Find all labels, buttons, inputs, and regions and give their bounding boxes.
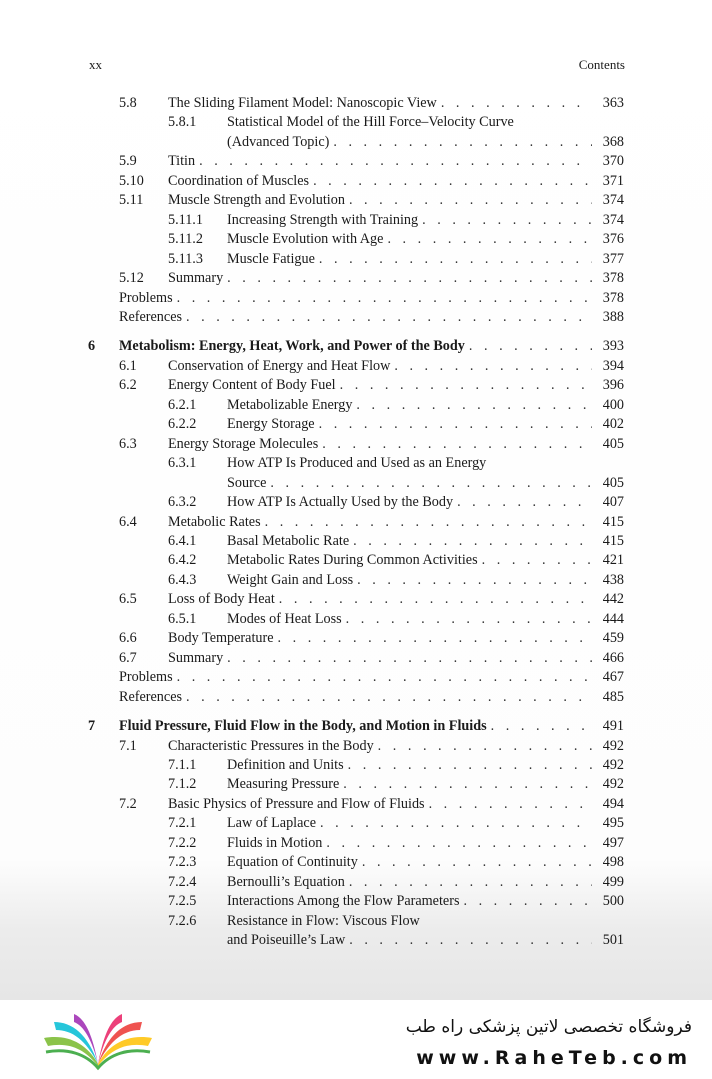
toc-number: 6.4.1: [168, 532, 197, 549]
toc-page-number: 374: [602, 211, 624, 228]
dot-leader: [177, 289, 592, 308]
dot-leader: [186, 308, 592, 327]
toc-title: Body Temperature: [168, 630, 274, 647]
toc-page-number: 371: [602, 172, 624, 189]
toc-title: (Advanced Topic): [227, 133, 330, 150]
toc-row[interactable]: [0, 834, 712, 853]
toc-title: The Sliding Filament Model: Nanoscopic View: [168, 95, 437, 111]
toc-row[interactable]: [0, 571, 712, 590]
toc-number: 6.5.1: [168, 610, 197, 627]
toc-number: 7.1.1: [168, 756, 197, 773]
dot-leader: [482, 551, 592, 570]
toc-page-number: 492: [602, 737, 624, 754]
dot-leader: [357, 571, 592, 590]
toc-title: Equation of Continuity: [227, 854, 358, 871]
toc-chapter-row[interactable]: [0, 337, 712, 356]
dot-leader: [322, 435, 592, 454]
toc-page-number: 492: [602, 756, 624, 773]
toc-title: Basal Metabolic Rate: [227, 532, 350, 549]
toc-page-number: 444: [602, 610, 624, 627]
toc-row[interactable]: [0, 289, 712, 308]
dot-leader: [353, 532, 592, 551]
toc-number: 7.2.6: [168, 912, 197, 929]
toc-page-number: 376: [602, 231, 624, 248]
toc-title: How ATP Is Actually Used by the Body: [227, 494, 454, 511]
toc-page-number: 500: [602, 893, 624, 910]
toc-row[interactable]: [0, 668, 712, 687]
dot-leader: [279, 590, 592, 609]
toc-number: 6.4.3: [168, 571, 197, 588]
dot-leader: [278, 629, 592, 648]
toc-chapter-row[interactable]: [0, 717, 712, 736]
dot-leader: [346, 610, 592, 629]
toc-page-number: 400: [602, 396, 624, 413]
dot-leader: [491, 717, 592, 736]
toc-row[interactable]: [0, 912, 712, 931]
dot-leader: [349, 873, 592, 892]
dot-leader: [319, 415, 592, 434]
toc-row[interactable]: [0, 756, 712, 775]
toc-row[interactable]: [0, 435, 712, 454]
toc-row[interactable]: [0, 688, 712, 707]
toc-row[interactable]: [0, 376, 712, 395]
toc-number: 5.8.1: [168, 114, 197, 131]
dot-leader: [227, 269, 592, 288]
toc-page-number: 363: [602, 95, 624, 111]
dot-leader: [457, 493, 592, 512]
toc-number: 5.9: [119, 153, 137, 170]
toc-row[interactable]: [0, 152, 712, 171]
toc-row[interactable]: [0, 308, 712, 327]
toc-number: 6.2.2: [168, 416, 197, 433]
dot-leader: [378, 737, 592, 756]
dot-leader: [270, 474, 592, 493]
dot-leader: [227, 649, 592, 668]
toc-number: 6.5: [119, 591, 137, 608]
toc-title: Summary: [168, 649, 224, 666]
toc-title: Problems: [119, 669, 173, 686]
toc-row[interactable]: [0, 113, 712, 132]
toc-title: Basic Physics of Pressure and Flow of Fluids: [168, 795, 425, 812]
toc-row[interactable]: [0, 415, 712, 434]
toc-row[interactable]: [0, 873, 712, 892]
dot-leader: [333, 133, 592, 152]
toc-title: Muscle Strength and Evolution: [168, 192, 345, 209]
toc-title: Resistance in Flow: Viscous Flow: [227, 912, 420, 929]
toc-page-number: 485: [602, 688, 624, 705]
toc-page-number: 438: [602, 571, 624, 588]
toc-page-number: 374: [602, 192, 624, 209]
dot-leader: [349, 931, 592, 950]
dot-leader: [326, 834, 592, 853]
toc-title: Problems: [119, 289, 173, 306]
dot-leader: [319, 250, 592, 269]
dot-leader: [429, 795, 592, 814]
toc-title: References: [119, 308, 183, 325]
toc-number: 5.11.1: [168, 211, 203, 228]
toc-title: Summary: [168, 270, 224, 287]
toc-page-number: 494: [602, 795, 624, 812]
toc-row[interactable]: [0, 357, 712, 376]
toc-row[interactable]: [0, 853, 712, 872]
toc-title: Modes of Heat Loss: [227, 610, 342, 627]
toc-title: Metabolic Rates During Common Activities: [227, 552, 478, 569]
toc-title: Metabolism: Energy, Heat, Work, and Power of the Body: [119, 338, 465, 355]
toc-number: 5.8: [119, 95, 137, 111]
dot-leader: [340, 376, 592, 395]
toc-title: Titin: [168, 153, 196, 170]
store-url[interactable]: www.RaheTeb.com: [416, 1047, 692, 1069]
toc-number: 7.1.2: [168, 776, 197, 793]
toc-title: and Poiseuille’s Law: [227, 932, 346, 948]
toc-number: 7.2.2: [168, 834, 197, 851]
toc-title: Interactions Among the Flow Parameters: [227, 893, 460, 910]
toc-page-number: 393: [602, 338, 624, 355]
toc-number: 5.11.3: [168, 250, 203, 267]
toc-title: How ATP Is Produced and Used as an Energy: [227, 455, 487, 472]
toc-row[interactable]: [0, 610, 712, 629]
toc-title: Metabolizable Energy: [227, 396, 353, 413]
toc-row[interactable]: [0, 191, 712, 210]
toc-number: 7: [88, 718, 96, 734]
toc-number: 7.1: [119, 737, 137, 754]
toc-number: 6.2.1: [168, 396, 197, 413]
toc-page-number: 459: [602, 630, 624, 647]
toc-title: Measuring Pressure: [227, 776, 340, 793]
toc-row[interactable]: [0, 795, 712, 814]
dot-leader: [469, 337, 592, 356]
toc-row[interactable]: [0, 250, 712, 269]
dot-leader: [348, 756, 592, 775]
store-name: فروشگاه تخصصی لاتین پزشکی راه طب: [405, 1017, 692, 1037]
toc-page-number: 405: [602, 474, 624, 491]
toc-number: 7.2.1: [168, 815, 197, 832]
toc-number: 6.4.2: [168, 552, 197, 569]
dot-leader: [177, 668, 592, 687]
toc-page-number: 402: [602, 416, 624, 433]
toc-number: 5.11: [119, 192, 144, 209]
toc-row[interactable]: [0, 814, 712, 833]
toc-number: 6.1: [119, 357, 137, 374]
toc-number: 6: [88, 338, 96, 355]
toc-title: Statistical Model of the Hill Force–Velocity Curve: [227, 114, 514, 131]
toc-page-number: 370: [602, 153, 624, 170]
toc-page-number: 377: [602, 250, 624, 267]
toc-title: Law of Laplace: [227, 815, 317, 832]
toc-row[interactable]: [0, 590, 712, 609]
toc-page-number: 466: [602, 649, 624, 666]
toc-number: 7.2.4: [168, 873, 197, 890]
toc-page-number: 495: [602, 815, 624, 832]
toc-title: Source: [227, 474, 267, 491]
toc-number: 7.2: [119, 795, 137, 812]
toc-number: 6.3.2: [168, 494, 197, 511]
toc-row[interactable]: [0, 892, 712, 911]
toc-row[interactable]: [0, 94, 712, 113]
toc-title: Conservation of Energy and Heat Flow: [168, 357, 391, 374]
toc-title: Energy Storage: [227, 416, 315, 433]
dot-leader: [441, 94, 592, 113]
toc-title: Definition and Units: [227, 756, 344, 773]
toc-row[interactable]: [0, 133, 712, 152]
dot-leader: [343, 775, 592, 794]
toc-title: Bernoulli’s Equation: [227, 873, 345, 890]
toc-title: Coordination of Muscles: [168, 172, 310, 189]
dot-leader: [394, 357, 592, 376]
toc-row[interactable]: [0, 629, 712, 648]
toc-number: 7.2.5: [168, 893, 197, 910]
toc-row[interactable]: [0, 931, 712, 950]
toc-page-number: 501: [602, 932, 624, 948]
page-number-roman: xx: [89, 57, 102, 72]
toc-row[interactable]: [0, 737, 712, 756]
toc-page-number: 467: [602, 669, 624, 686]
toc-page-number: 415: [602, 532, 624, 549]
toc-title: Weight Gain and Loss: [227, 571, 354, 588]
toc-page-number: 442: [602, 591, 624, 608]
toc-number: 5.12: [119, 270, 144, 287]
toc-row[interactable]: [0, 172, 712, 191]
toc-number: 5.11.2: [168, 231, 203, 248]
toc-row[interactable]: [0, 474, 712, 493]
toc-page-number: 415: [602, 513, 624, 530]
toc-row[interactable]: [0, 532, 712, 551]
toc-title: References: [119, 688, 183, 705]
toc-title: Fluid Pressure, Fluid Flow in the Body, and Motion in Fluids: [119, 718, 487, 734]
toc-number: 6.4: [119, 513, 137, 530]
toc-page-number: 491: [602, 718, 624, 734]
toc-page-number: 421: [602, 552, 624, 569]
toc-row[interactable]: [0, 493, 712, 512]
toc-title: Energy Content of Body Fuel: [168, 377, 336, 394]
toc-number: 6.6: [119, 630, 137, 647]
dot-leader: [313, 172, 592, 191]
dot-leader: [422, 211, 592, 230]
toc-page-number: 499: [602, 873, 624, 890]
toc-page-number: 394: [602, 357, 624, 374]
toc-number: 7.2.3: [168, 854, 197, 871]
book-rainbow-logo-icon: [38, 1012, 158, 1072]
toc-page-number: 497: [602, 834, 624, 851]
dot-leader: [265, 513, 592, 532]
toc-number: 6.3.1: [168, 455, 197, 472]
toc-number: 6.7: [119, 649, 137, 666]
toc-row[interactable]: [0, 551, 712, 570]
dot-leader: [349, 191, 592, 210]
toc-row[interactable]: [0, 649, 712, 668]
dot-leader: [387, 230, 592, 249]
watermark-footer: [0, 1000, 712, 1079]
toc-title: Characteristic Pressures in the Body: [168, 737, 374, 754]
toc-number: 6.3: [119, 435, 137, 452]
toc-title: Muscle Fatigue: [227, 250, 315, 267]
dot-leader: [320, 814, 592, 833]
toc-page-number: 405: [602, 435, 624, 452]
dot-leader: [186, 688, 592, 707]
toc-title: Energy Storage Molecules: [168, 435, 319, 452]
toc-row[interactable]: [0, 396, 712, 415]
toc-title: Loss of Body Heat: [168, 591, 275, 608]
dot-leader: [463, 892, 592, 911]
dot-leader: [199, 152, 592, 171]
toc-page-number: 378: [602, 289, 624, 306]
toc-page-number: 388: [602, 308, 624, 325]
toc-row[interactable]: [0, 269, 712, 288]
toc-number: 6.2: [119, 377, 137, 394]
toc-page-number: 407: [602, 494, 624, 511]
dot-leader: [356, 396, 592, 415]
toc-row[interactable]: [0, 775, 712, 794]
toc-row[interactable]: [0, 230, 712, 249]
toc-title: Muscle Evolution with Age: [227, 231, 384, 248]
toc-page-number: 396: [602, 377, 624, 394]
toc-page-number: 378: [602, 270, 624, 287]
toc-title: Fluids in Motion: [227, 834, 323, 851]
toc-number: 5.10: [119, 172, 144, 189]
toc-row[interactable]: [0, 513, 712, 532]
toc-page-number: 368: [602, 133, 624, 150]
toc-row[interactable]: [0, 211, 712, 230]
toc-page-number: 492: [602, 776, 624, 793]
toc-page-number: 498: [602, 854, 624, 871]
dot-leader: [362, 853, 592, 872]
toc-title: Metabolic Rates: [168, 513, 261, 530]
toc-title: Increasing Strength with Training: [227, 211, 419, 228]
running-head: Contents: [578, 57, 625, 72]
toc-row[interactable]: [0, 454, 712, 473]
